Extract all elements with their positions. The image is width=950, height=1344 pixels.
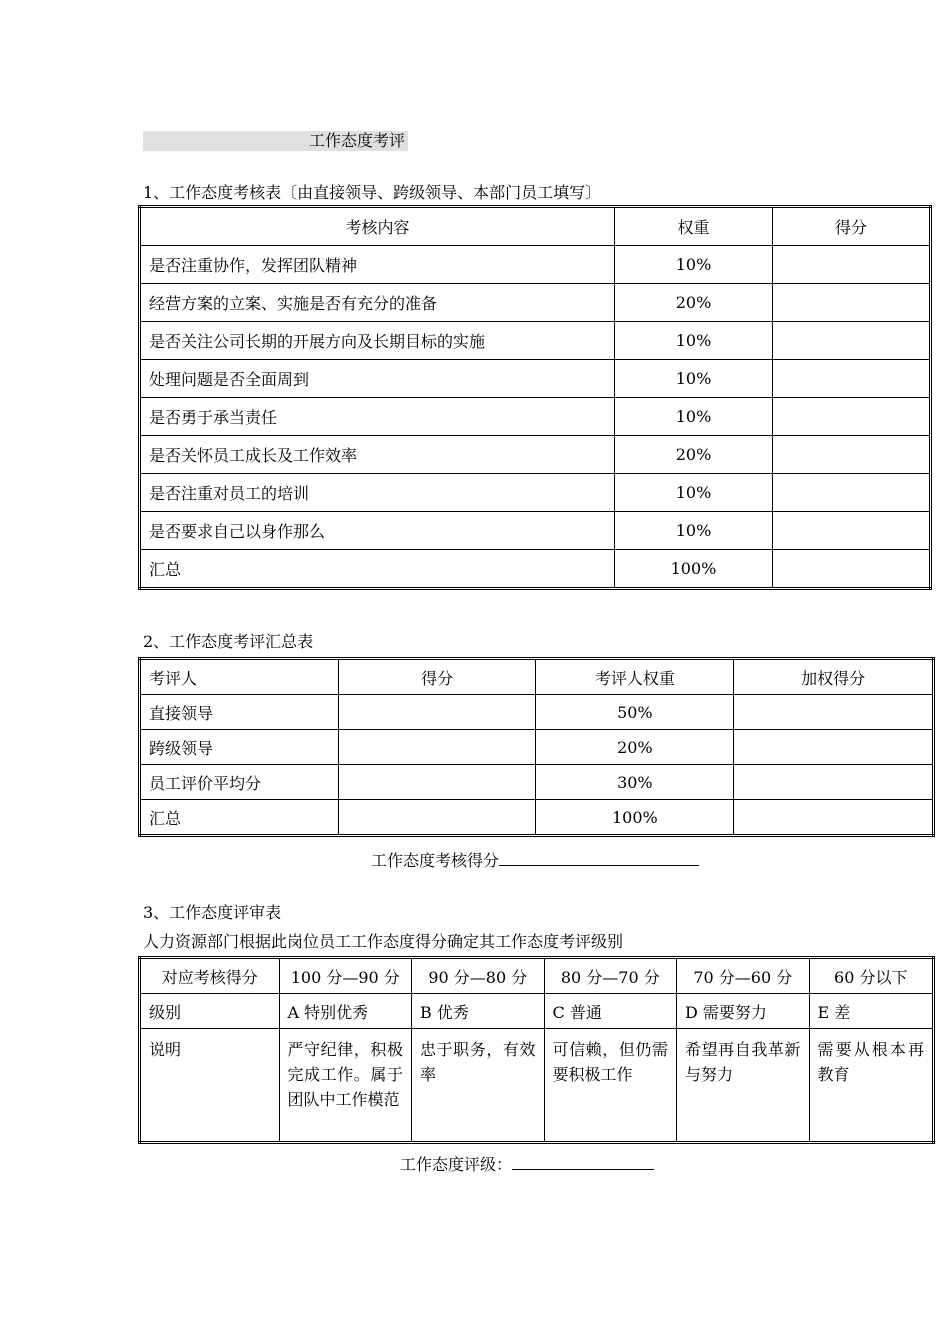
- description-a: 严守纪律，积极完成工作。属于团队中工作模范: [279, 1029, 412, 1143]
- row-item: 处理问题是否全面周到: [140, 360, 615, 398]
- table-row: [140, 436, 931, 474]
- score-range-c: 80 分—70 分: [544, 958, 677, 994]
- score-range-d: 70 分—60 分: [677, 958, 810, 994]
- header-score: 得分: [773, 207, 931, 246]
- row-score-cell[interactable]: [773, 474, 931, 512]
- level-c: C 普通: [544, 994, 677, 1029]
- score-range-a: 100 分—90 分: [279, 958, 412, 994]
- row-item: 汇总: [140, 550, 615, 589]
- table-row: [140, 360, 931, 398]
- level-b: B 优秀: [412, 994, 545, 1029]
- table-row: [140, 284, 931, 322]
- row-weight: 30%: [536, 765, 734, 800]
- row-weighted-cell[interactable]: [734, 730, 934, 765]
- row-weight: 10%: [615, 512, 773, 550]
- table-row: [140, 398, 931, 436]
- row-score-cell[interactable]: [773, 246, 931, 284]
- row-weight: 20%: [615, 284, 773, 322]
- level-d: D 需要努力: [677, 994, 810, 1029]
- rating-review-table: [138, 956, 935, 1144]
- page-title: 工作态度考评: [309, 131, 406, 150]
- table-total-row: [140, 800, 934, 836]
- level-label: 级别: [140, 994, 280, 1029]
- header-content: 考核内容: [140, 207, 615, 246]
- row-item: 是否勇于承当责任: [140, 398, 615, 436]
- row-score-cell[interactable]: [338, 730, 536, 765]
- header-rater: 考评人: [140, 659, 339, 695]
- table-header-row: [140, 207, 931, 246]
- row-weight: 10%: [615, 474, 773, 512]
- score-range-b: 90 分—80 分: [412, 958, 545, 994]
- row-score-cell[interactable]: [773, 284, 931, 322]
- row-score-cell[interactable]: [773, 322, 931, 360]
- description-row: [140, 1029, 934, 1143]
- table-row: [140, 730, 934, 765]
- row-score-cell[interactable]: [773, 550, 931, 589]
- row-weight: 100%: [615, 550, 773, 589]
- header-rater-weight: 考评人权重: [536, 659, 734, 695]
- row-item: 是否注重对员工的培训: [140, 474, 615, 512]
- attitude-score-line: [371, 848, 699, 871]
- row-score-cell[interactable]: [773, 436, 931, 474]
- attitude-rating-label: 工作态度评级：: [400, 1155, 513, 1174]
- section3-heading: 3、工作态度评审表: [143, 903, 282, 922]
- row-rater: 汇总: [140, 800, 339, 836]
- table-row: [140, 695, 934, 730]
- section3-subheading: 人力资源部门根据此岗位员工工作态度得分确定其工作态度考评级别: [143, 932, 624, 951]
- section2-heading: 2、工作态度考评汇总表: [143, 632, 314, 651]
- row-rater: 跨级领导: [140, 730, 339, 765]
- row-weight: 10%: [615, 322, 773, 360]
- attitude-rating-line: [400, 1152, 654, 1175]
- table-header-row: [140, 659, 934, 695]
- score-range-label: 对应考核得分: [140, 958, 280, 994]
- row-rater: 直接领导: [140, 695, 339, 730]
- row-weighted-cell[interactable]: [734, 695, 934, 730]
- header-score: 得分: [338, 659, 536, 695]
- level-e: E 差: [809, 994, 933, 1029]
- description-b: 忠于职务，有效率: [412, 1029, 545, 1143]
- row-score-cell[interactable]: [338, 765, 536, 800]
- level-row: [140, 994, 934, 1029]
- table-row: [140, 474, 931, 512]
- row-weighted-cell[interactable]: [734, 800, 934, 836]
- row-score-cell[interactable]: [773, 512, 931, 550]
- description-e: 需要从根本再教育: [809, 1029, 933, 1143]
- table-row: [140, 765, 934, 800]
- row-weight: 100%: [536, 800, 734, 836]
- description-label: 说明: [140, 1029, 280, 1143]
- row-weighted-cell[interactable]: [734, 765, 934, 800]
- row-rater: 员工评价平均分: [140, 765, 339, 800]
- row-item: 是否要求自己以身作那么: [140, 512, 615, 550]
- score-range-row: [140, 958, 934, 994]
- table-row: [140, 246, 931, 284]
- row-weight: 20%: [536, 730, 734, 765]
- header-weight: 权重: [615, 207, 773, 246]
- header-weighted-score: 加权得分: [734, 659, 934, 695]
- row-weight: 50%: [536, 695, 734, 730]
- row-item: 是否关注公司长期的开展方向及长期目标的实施: [140, 322, 615, 360]
- attitude-rating-blank[interactable]: [512, 1153, 654, 1170]
- attitude-assessment-table: [138, 205, 932, 590]
- page-title-bar: [143, 131, 408, 151]
- row-item: 是否关怀员工成长及工作效率: [140, 436, 615, 474]
- description-d: 希望再自我革新与努力: [677, 1029, 810, 1143]
- row-item: 是否注重协作，发挥团队精神: [140, 246, 615, 284]
- attitude-score-label: 工作态度考核得分: [371, 851, 500, 870]
- table-row: [140, 512, 931, 550]
- row-score-cell[interactable]: [773, 398, 931, 436]
- description-c: 可信赖，但仍需要积极工作: [544, 1029, 677, 1143]
- section1-heading: 1、工作态度考核表〔由直接领导、跨级领导、本部门员工填写〕: [143, 183, 602, 202]
- row-score-cell[interactable]: [773, 360, 931, 398]
- row-item: 经营方案的立案、实施是否有充分的准备: [140, 284, 615, 322]
- score-range-e: 60 分以下: [809, 958, 933, 994]
- row-weight: 10%: [615, 398, 773, 436]
- table-total-row: [140, 550, 931, 589]
- attitude-score-blank[interactable]: [499, 849, 699, 866]
- table-row: [140, 322, 931, 360]
- row-weight: 10%: [615, 246, 773, 284]
- row-weight: 20%: [615, 436, 773, 474]
- row-score-cell[interactable]: [338, 695, 536, 730]
- row-weight: 10%: [615, 360, 773, 398]
- level-a: A 特别优秀: [279, 994, 412, 1029]
- row-score-cell[interactable]: [338, 800, 536, 836]
- summary-table: [138, 657, 935, 837]
